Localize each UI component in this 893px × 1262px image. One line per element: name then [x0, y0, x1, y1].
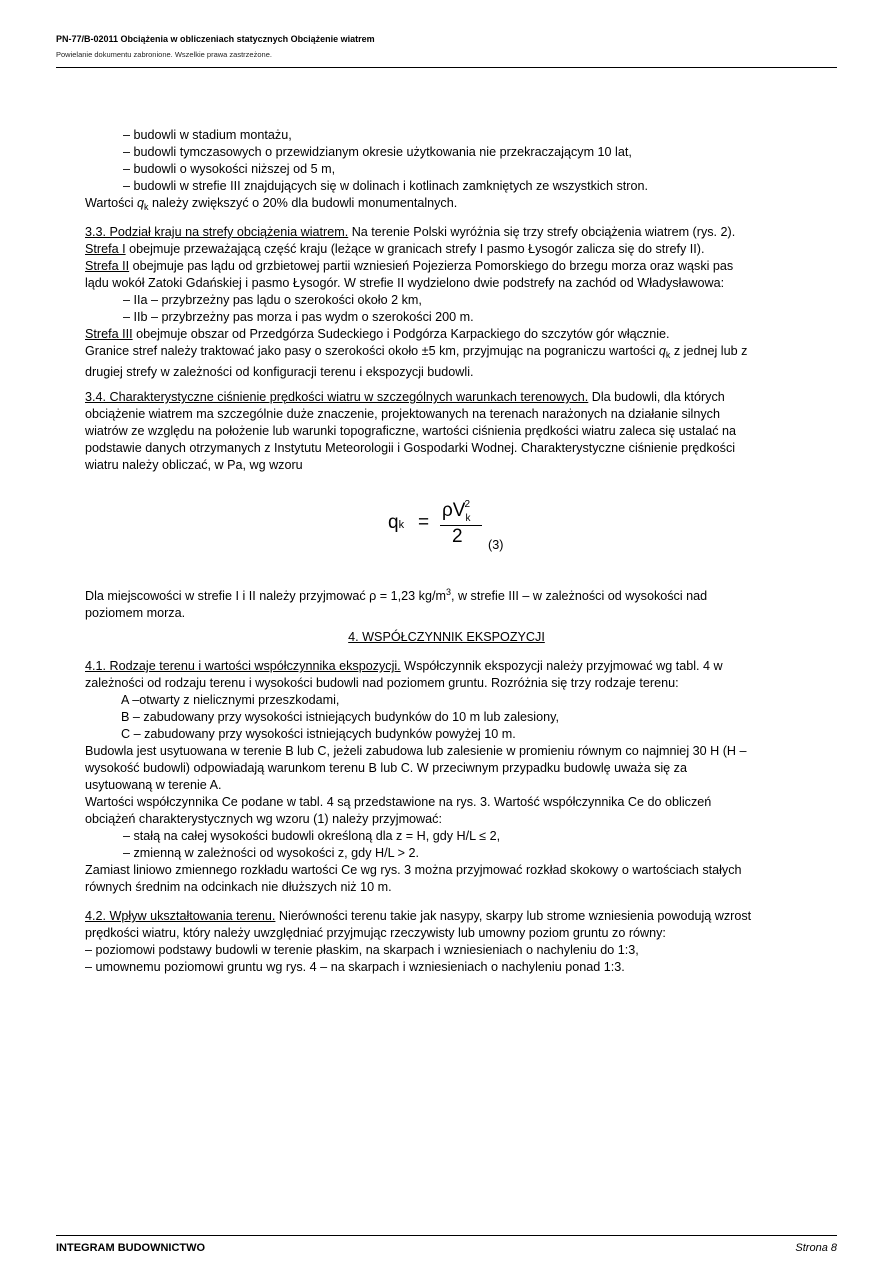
subscript: k	[665, 350, 671, 360]
zone-label: Strefa III	[85, 327, 133, 341]
list-item: – budowli o wysokości niższej od 5 m,	[123, 162, 336, 176]
section-4-2	[85, 908, 751, 976]
section-4-title: 4. WSPÓŁCZYNNIK EKSPOZYCJI	[348, 630, 545, 644]
text: równych średnim na odcinkach nie dłuższych niż 10 m.	[85, 880, 392, 894]
footer-divider	[56, 1235, 837, 1236]
text: obejmuje przeważającą część kraju (leżące w granicach strefy I pasmo Łysogór zalicza się do strefy II).	[125, 242, 705, 256]
text: Na terenie Polski wyróżnia się trzy strefy obciążenia wiatrem (rys. 2).	[348, 225, 736, 239]
exceptions-list	[85, 127, 648, 216]
superscript: 2	[464, 499, 471, 510]
text: Współczynnik ekspozycji należy przyjmować wg tabl. 4 w	[400, 659, 723, 673]
subscript: k	[465, 513, 471, 524]
symbol: q	[137, 196, 145, 210]
symbol: ρV	[442, 500, 466, 521]
text: , w strefie III – w zależności od wysokości nad	[450, 589, 708, 603]
text: Wartości współczynnika Ce podane w tabl. 4 są przedstawione na rys. 3. Wartość współczynnika Ce do obliczeń	[85, 795, 712, 809]
text: poziomem morza.	[85, 606, 186, 620]
list-item: – budowli w stadium montażu,	[123, 128, 292, 142]
text: Zamiast liniowo zmiennego rozkładu wartości Ce wg rys. 3 można przyjmować rozkład skokowy o wartościach stałych	[85, 863, 742, 877]
formula-lhs	[388, 512, 404, 534]
header-divider	[56, 67, 837, 68]
list-item: – budowli tymczasowych o przewidzianym okresie użytkowania nie przekraczającym 10 lat,	[123, 145, 632, 159]
text: wiatrów ze względu na położenie lub warunki topograficzne, wartości ciśnienia prędkości wiatru zaleca się ustalać na	[85, 424, 737, 438]
text: obciążenie wiatrem ma szczególnie duże znaczenie, projektowanych na terenach narażonych na działanie silnych	[85, 407, 720, 421]
section-3-3	[85, 224, 747, 381]
section-heading: 3.4. Charakterystyczne ciśnienie prędkości wiatru w szczególnych warunkach terenowych.	[85, 390, 589, 404]
text: wiatru należy obliczać, w Pa, wg wzoru	[85, 458, 303, 472]
zone-label: Strefa II	[85, 259, 130, 273]
section-heading: 4.1. Rodzaje terenu i wartości współczynnika ekspozycji.	[85, 659, 401, 673]
list-item: – budowli w strefie III znajdujących się w dolinach i kotlinach zamkniętych ze wszystkich stron.	[123, 179, 648, 193]
paragraph-line	[85, 195, 648, 216]
text: usytuowaną w terenie A.	[85, 778, 222, 792]
text: prędkości wiatru, który należy uwzględniać przyjmując rzeczywisty lub umowny poziom gruntu zo równy:	[85, 926, 666, 940]
section-heading: 3.3. Podział kraju na strefy obciążenia wiatrem.	[85, 225, 349, 239]
text: wysokość budowli) odpowiadają warunkom terenu B lub C. W przeciwnym przypadku budowlę uważa się za	[85, 761, 687, 775]
list-item: B – zabudowany przy wysokości istniejących budynków do 10 m lub zalesiony,	[121, 710, 559, 724]
list-item: – zmienną w zależności od wysokości z, gdy H/L > 2.	[123, 846, 419, 860]
text: lądu wokół Zatoki Gdańskiej i pasmo Łysogór. W strefie II wydzielono dwie podstrefy na zachód od Władysławowa:	[85, 276, 725, 290]
page-number: Strona 8	[795, 1242, 837, 1254]
text: podstawie danych otrzymanych z Instytutu Meteorologii i Gospodarki Wodnej. Charakterystyczne ciśnienie prędkości	[85, 441, 736, 455]
list-item: C – zabudowany przy wysokości istniejących budynków powyżej 10 m.	[121, 727, 516, 741]
text: Budowla jest usytuowana w terenie B lub C, jeżeli zabudowa lub zalesienie w promieniu równym co najmniej 30 H (H –	[85, 744, 747, 758]
text: z jednej lub z	[670, 344, 748, 358]
text: Nierówności terenu takie jak nasypy, skarpy lub strome wzniesienia powodują wzrost	[275, 909, 752, 923]
text: należy zwiększyć o 20% dla budowli monumentalnych.	[148, 196, 458, 210]
symbol: q	[658, 344, 666, 358]
copyright-notice: Powielanie dokumentu zabronione. Wszelkie prawa zastrzeżone.	[56, 50, 272, 59]
list-item: – IIa – przybrzeżny pas lądu o szerokości około 2 km,	[123, 293, 422, 307]
density-paragraph	[85, 584, 707, 622]
denominator: 2	[452, 526, 463, 547]
text: zależności od rodzaju terenu i wysokości budowli nad poziomem gruntu. Rozróżnia się trzy rodzaje terenu:	[85, 676, 679, 690]
formula-number: (3)	[488, 538, 504, 552]
zone-label: Strefa I	[85, 242, 126, 256]
text: obciążeń charakterystycznych wg wzoru (1) należy przyjmować:	[85, 812, 442, 826]
symbol: q	[388, 512, 399, 533]
list-item: – IIb – przybrzeżny pas morza i pas wydm o szerokości 200 m.	[123, 310, 474, 324]
subscript: k	[398, 519, 405, 531]
text: – poziomowi podstawy budowli w terenie płaskim, na skarpach i wzniesieniach o nachyleniu do 1:3,	[85, 943, 639, 957]
subscript: k	[144, 202, 149, 212]
list-item: A –otwarty z nielicznymi przeszkodami,	[121, 693, 340, 707]
text: obejmuje pas lądu od grzbietowej partii wzniesień Pojezierza Pomorskiego do brzegu morza oraz wąski pas	[129, 259, 734, 273]
section-heading: 4.2. Wpływ ukształtowania terenu.	[85, 909, 276, 923]
text: Dla budowli, dla których	[588, 390, 725, 404]
text: drugiej strefy w zależności od konfiguracji terenu i ekspozycji budowli.	[85, 365, 474, 379]
numerator	[442, 500, 476, 522]
equals-sign: =	[418, 512, 430, 533]
section-4-1	[85, 658, 747, 896]
superscript: 3	[445, 587, 451, 597]
text: obejmuje obszar od Przedgórza Sudeckiego i Podgórza Karpackiego do szczytów gór włącznie.	[132, 327, 670, 341]
text: Dla miejscowości w strefie I i II należy przyjmować ρ = 1,23 kg/m	[85, 589, 446, 603]
document-title: PN-77/B-02011 Obciążenia w obliczeniach statycznych Obciążenie wiatrem	[56, 34, 375, 44]
text: Granice stref należy traktować jako pasy o szerokości około ±5 km, przyjmując na pograniczu wartości	[85, 344, 659, 358]
text: Wartości	[85, 196, 138, 210]
section-3-4	[85, 389, 736, 474]
publisher-name: INTEGRAM BUDOWNICTWO	[56, 1242, 206, 1254]
list-item: – stałą na całej wysokości budowli określoną dla z = H, gdy H/L ≤ 2,	[123, 829, 501, 843]
text: – umownemu poziomowi gruntu wg rys. 4 – na skarpach i wzniesieniach o nachyleniu ponad 1:3.	[85, 960, 625, 974]
section-title	[0, 630, 893, 644]
